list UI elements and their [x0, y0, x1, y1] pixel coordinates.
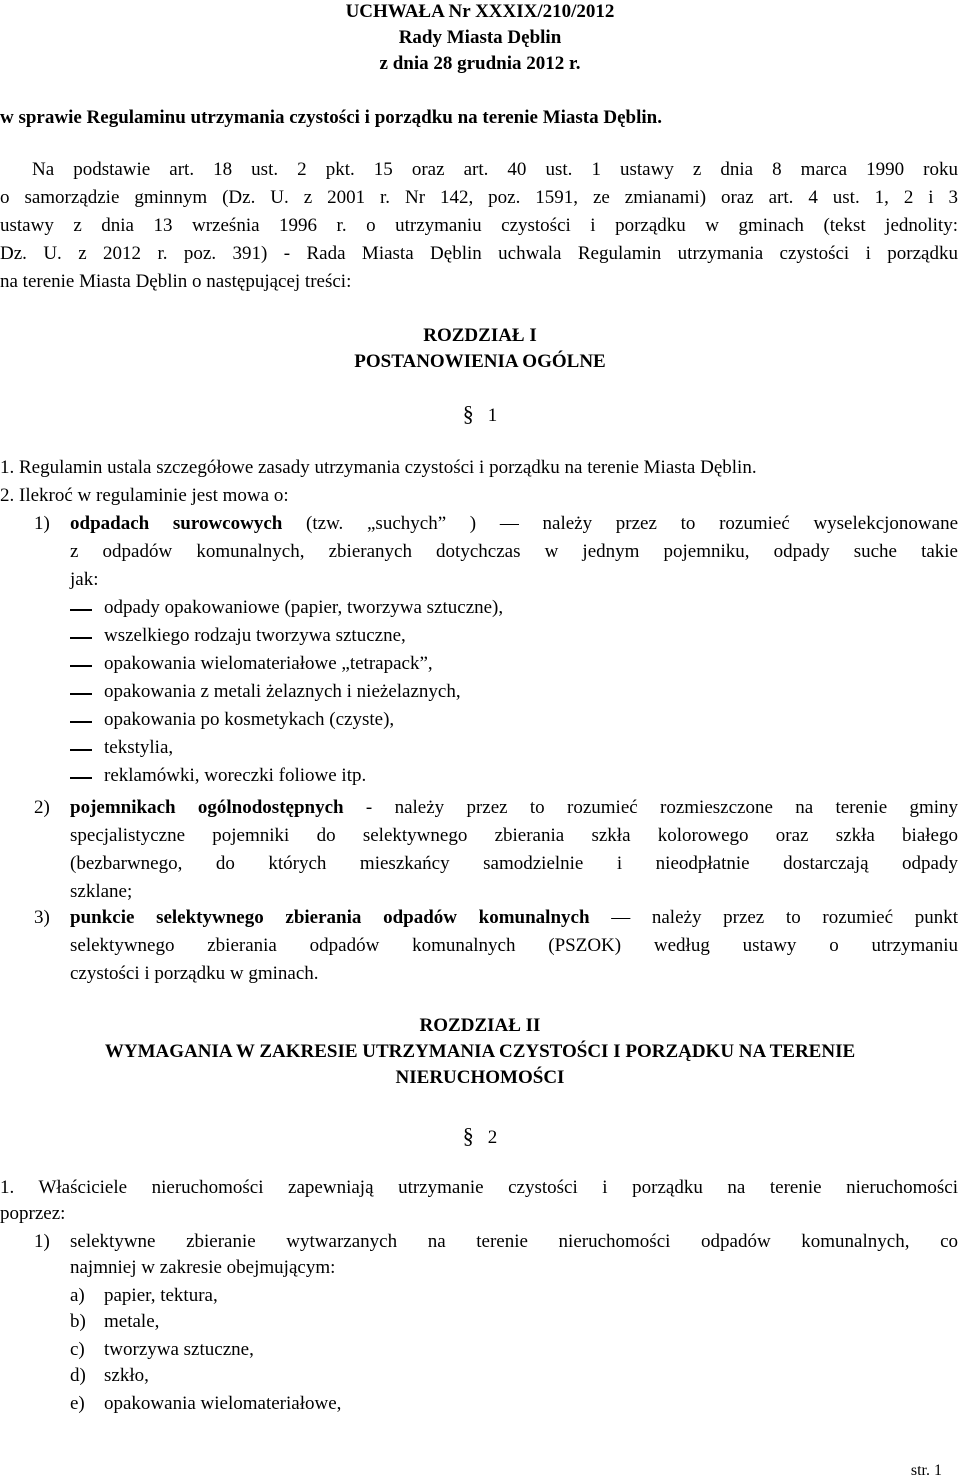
- chapter-number: ROZDZIAŁ I: [423, 325, 537, 346]
- resolution-title: UCHWAŁA Nr XXXIX/210/2012: [345, 1, 615, 22]
- list-item-line: selektywnego zbierania odpadów komunalnych (PSZOK) według ustawy o utrzymaniu: [70, 935, 958, 956]
- section-number: 1: [487, 405, 498, 426]
- chapter-title: POSTANOWIENIA OGÓLNE: [354, 351, 606, 372]
- preamble-line: Na podstawie art. 18 ust. 2 pkt. 15 oraz art. 40 ust. 1 ustawy z dnia 8 marca 1990 roku: [32, 159, 958, 180]
- definition-text: - należy przez to rozumieć rozmieszczone na terenie gminy: [365, 797, 959, 818]
- list-item-line: z odpadów komunalnych, zbieranych dotychczas w jednym pojemniku, odpady suche takie: [70, 541, 958, 562]
- page-number: str. 1: [910, 1462, 942, 1479]
- letter-label: c): [70, 1339, 85, 1360]
- list-number: 1): [34, 513, 50, 534]
- list-item-line: czystości i porządku w gminach.: [70, 963, 319, 984]
- dash-bullet: [70, 749, 92, 751]
- paragraph: 1. Właściciele nieruchomości zapewniają utrzymanie czystości i porządku na terenie nieruchomości: [0, 1177, 958, 1198]
- letter-item: papier, tektura,: [104, 1285, 218, 1306]
- chapter-number: ROZDZIAŁ II: [419, 1015, 541, 1036]
- section-symbol: §: [462, 1123, 474, 1148]
- dash-bullet: [70, 609, 92, 611]
- letter-item: opakowania wielomateriałowe,: [104, 1393, 342, 1414]
- preamble-line: na terenie Miasta Dęblin o następującej treści:: [0, 271, 352, 292]
- term: punkcie selektywnego zbierania odpadów komunalnych: [70, 907, 590, 928]
- chapter-title: NIERUCHOMOŚCI: [395, 1067, 565, 1088]
- list-item: [70, 796, 958, 820]
- paragraph: 2. Ilekroć w regulaminie jest mowa o:: [0, 485, 289, 506]
- list-item-line: (bezbarwnego, do których mieszkańcy samodzielnie i nieodpłatnie dostarczają odpady: [70, 853, 958, 874]
- letter-item: metale,: [104, 1311, 160, 1332]
- term: pojemnikach ogólnodostępnych: [70, 797, 344, 818]
- list-number: 1): [34, 1231, 50, 1252]
- chapter-title: WYMAGANIA W ZAKRESIE UTRZYMANIA CZYSTOŚCI I PORZĄDKU NA TERENIE: [104, 1041, 856, 1062]
- list-item: selektywne zbieranie wytwarzanych na terenie nieruchomości odpadów komunalnych, co: [70, 1231, 958, 1252]
- dash-item: opakowania z metali żelaznych i nieżelaznych,: [104, 681, 461, 702]
- definition-text: — należy przez to rozumieć punkt: [611, 907, 958, 928]
- dash-bullet: [70, 721, 92, 723]
- letter-label: b): [70, 1311, 86, 1332]
- dash-bullet: [70, 637, 92, 639]
- list-item: [70, 906, 958, 930]
- list-item-line: szklane;: [70, 881, 133, 902]
- section-symbol: §: [462, 401, 474, 426]
- resolution-body: Rady Miasta Dęblin: [398, 27, 562, 48]
- letter-item: szkło,: [104, 1365, 149, 1386]
- list-number: 3): [34, 907, 50, 928]
- preamble-line: o samorządzie gminnym (Dz. U. z 2001 r. Nr 142, poz. 1591, ze zmianami) oraz art. 4 ust. 1, 2 i 3: [0, 187, 958, 208]
- paragraph: 1. Regulamin ustala szczegółowe zasady utrzymania czystości i porządku na terenie Miasta Dęblin.: [0, 457, 757, 478]
- letter-label: a): [70, 1285, 85, 1306]
- list-item-line: specjalistyczne pojemniki do selektywnego zbierania szkła kolorowego oraz szkła białego: [70, 825, 958, 846]
- preamble-line: ustawy z dnia 13 września 1996 r. o utrzymaniu czystości i porządku w gminach (tekst jednolity:: [0, 215, 958, 236]
- definition-text: (tzw. „suchych” ) — należy przez to rozumieć wyselekcjonowane: [306, 513, 959, 534]
- section-number: 2: [487, 1127, 498, 1148]
- dash-item: reklamówki, woreczki foliowe itp.: [104, 765, 367, 786]
- dash-item: opakowania po kosmetykach (czyste),: [104, 709, 395, 730]
- dash-bullet: [70, 665, 92, 667]
- list-item: [70, 512, 958, 536]
- dash-item: tekstylia,: [104, 737, 174, 758]
- letter-item: tworzywa sztuczne,: [104, 1339, 254, 1360]
- term: odpadach surowcowych: [70, 513, 283, 534]
- resolution-date: z dnia 28 grudnia 2012 r.: [379, 53, 581, 74]
- list-item-line: najmniej w zakresie obejmującym:: [70, 1257, 336, 1278]
- list-item-line: jak:: [70, 569, 99, 590]
- dash-item: wszelkiego rodzaju tworzywa sztuczne,: [104, 625, 406, 646]
- section-heading: [0, 402, 960, 428]
- dash-item: odpady opakowaniowe (papier, tworzywa sztuczne),: [104, 597, 504, 618]
- dash-bullet: [70, 693, 92, 695]
- dash-bullet: [70, 777, 92, 779]
- dash-item: opakowania wielomateriałowe „tetrapack”,: [104, 653, 433, 674]
- letter-label: d): [70, 1365, 86, 1386]
- preamble-line: Dz. U. z 2012 r. poz. 391) - Rada Miasta Dęblin uchwala Regulamin utrzymania czystości i porządku: [0, 243, 958, 264]
- paragraph: poprzez:: [0, 1203, 66, 1224]
- list-number: 2): [34, 797, 50, 818]
- letter-label: e): [70, 1393, 85, 1414]
- resolution-subject: w sprawie Regulaminu utrzymania czystości i porządku na terenie Miasta Dęblin.: [0, 107, 662, 128]
- section-heading: [0, 1124, 960, 1150]
